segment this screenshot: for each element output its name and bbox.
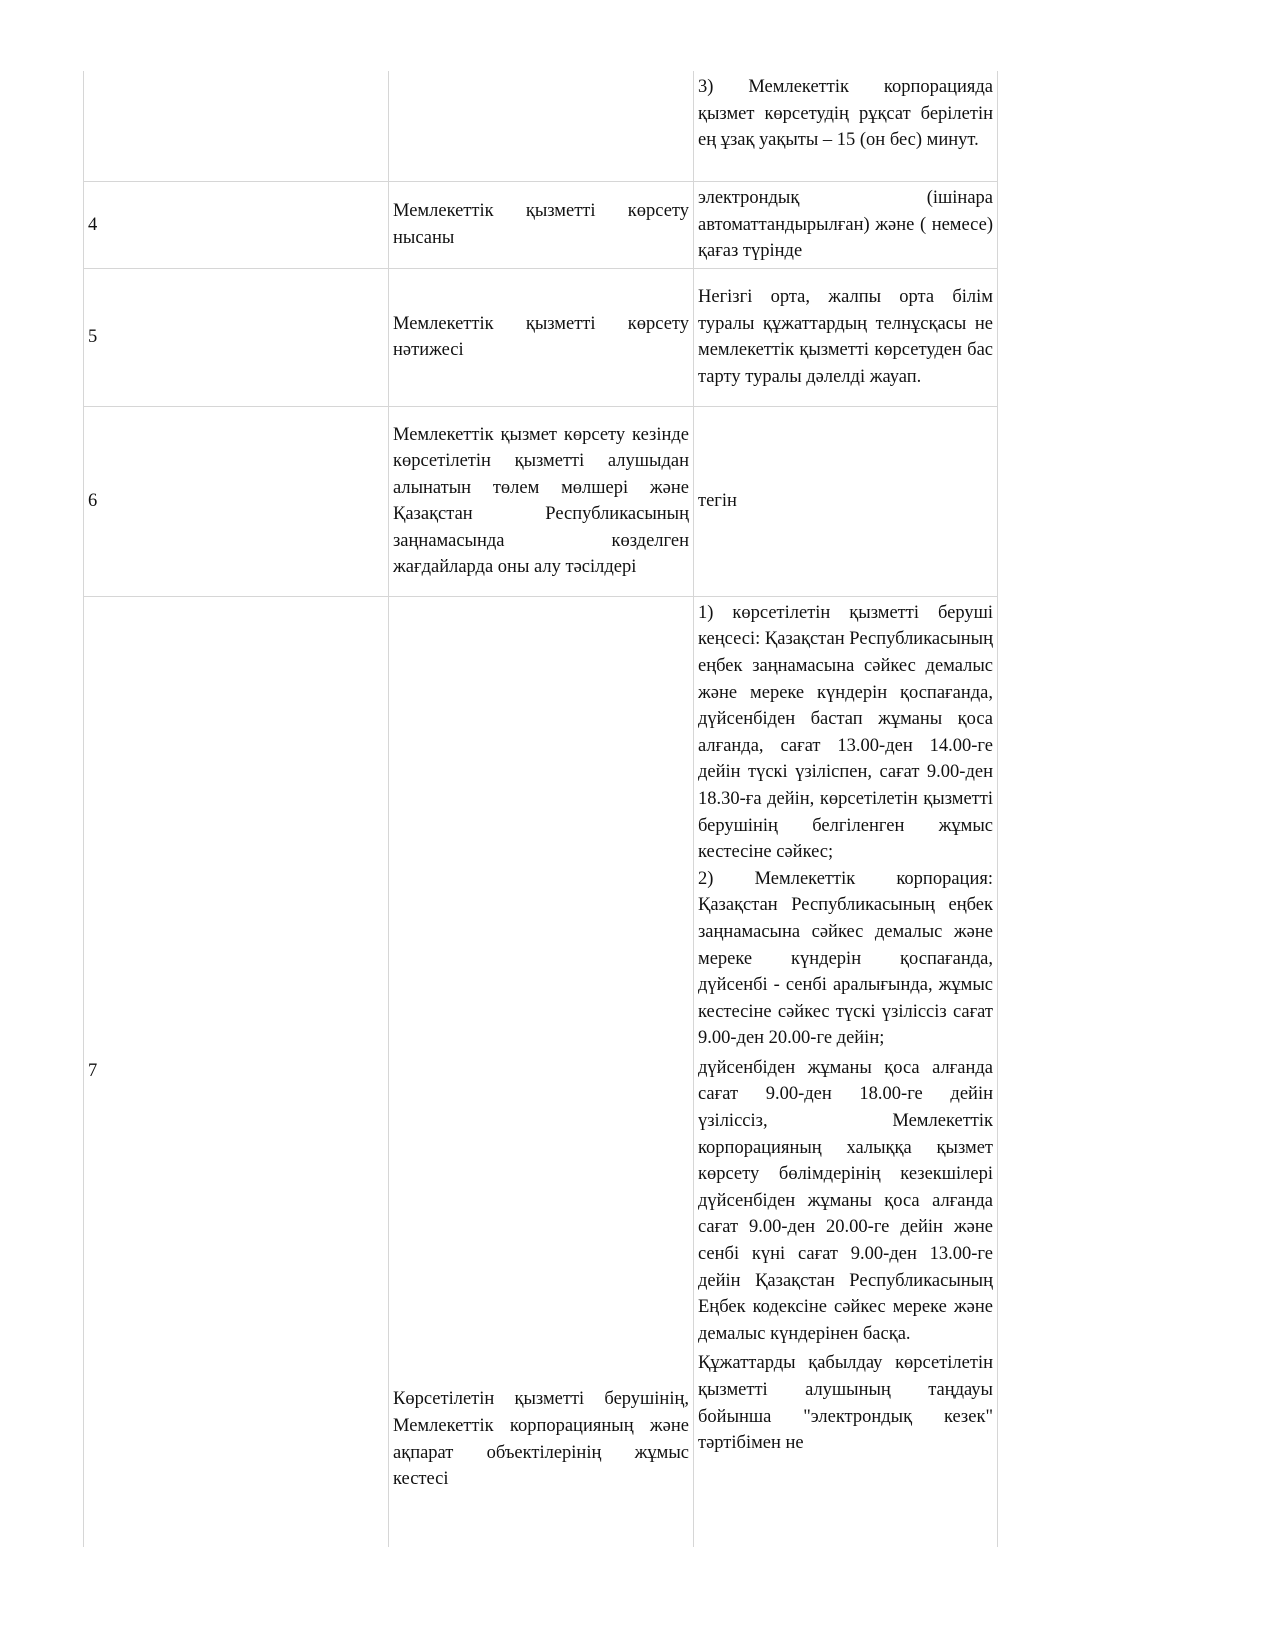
row-number-cell: 7 — [84, 596, 389, 1547]
table-row — [84, 71, 998, 182]
service-standard-table — [83, 71, 998, 1547]
table-row — [84, 182, 998, 269]
row-value-cell — [694, 596, 998, 1547]
name-paragraph: Мемлекеттік қызметті көрсету нәтижесі — [393, 313, 689, 361]
name-paragraph: Мемлекеттік қызметті көрсету нысаны — [393, 201, 689, 248]
row-name-cell — [389, 406, 694, 596]
value-paragraph: Негізгі орта, жалпы орта білім туралы құжаттардың телнұсқасы не мемлекеттік қызметті көрсетуден бас тарту туралы дәлелді жауап. — [698, 287, 993, 387]
value-paragraph: Құжаттарды қабылдау көрсетілетін қызметті алушының таңдауы бойынша "электрондық кезек" тәртібімен не — [698, 1353, 993, 1454]
row-name-cell — [389, 268, 694, 406]
value-paragraph: тегін — [698, 490, 737, 511]
name-paragraph: Мемлекеттік қызмет көрсету кезінде көрсетілетін қызметті алушыдан алынатын төлем мөлшері және Қазақстан Республикасының заңнамасында көзделген жағдайларда оны алу тәсілдері — [393, 424, 689, 578]
row-number-cell — [84, 71, 389, 182]
row-number-cell: 6 — [84, 406, 389, 596]
row-number-cell: 4 — [84, 182, 389, 269]
table-row — [84, 268, 998, 406]
value-paragraph: дүйсенбіден жұманы қоса алғанда сағат 9.00-ден 18.00-ге дейін үзіліссіз, Мемлекеттік корпорацияның халыққа қызмет көрсету бөлімдерінің кезекшілері дүйсенбіден жұманы қоса алғанда сағат 9.00-ден 20.00-ге дейін және сенбі күні сағат 9.00-ден 13.00-ге дейін Қазақстан Республикасының Еңбек кодексіне сәйкес мереке және демалыс күндерінен басқа. — [698, 1057, 993, 1344]
table-row — [84, 406, 998, 596]
value-paragraph: 2) Мемлекеттік корпорация: Қазақстан Республикасының еңбек заңнамасына сәйкес демалыс және мереке күндерін қоспағанда, дүйсенбі - сенбі аралығында, жұмыс кестесіне сәйкес түскі үзіліссіз сағат 9.00-ден 20.00-ге дейін; — [698, 868, 993, 1049]
row-number-cell: 5 — [84, 268, 389, 406]
row-name-cell — [389, 182, 694, 269]
row-value-cell — [694, 406, 998, 596]
value-paragraph: 3) Мемлекеттік корпорацияда қызмет көрсетудің рұқсат берілетін ең ұзақ уақыты – 15 (он бес) минут. — [698, 77, 993, 151]
value-paragraph: электрондық (ішінара автоматтандырылған) және ( немесе) қағаз түрінде — [698, 188, 993, 262]
row-value-cell — [694, 71, 998, 182]
row-name-cell — [389, 71, 694, 182]
value-paragraph: 1) көрсетілетін қызметті беруші кеңсесі: Қазақстан Республикасының еңбек заңнамасына сәйкес демалыс және мереке күндерін қоспағанда, дүйсенбіден бастап жұманы қоса алғанда, сағат 13.00-ден 14.00-ге дейін түскі үзіліспен, сағат 9.00-ден 18.30-ға дейін, көрсетілетін қызметті берушінің белгіленген жұмыс кестесіне сәйкес; — [698, 602, 993, 863]
row-name-cell — [389, 596, 694, 1547]
row-value-cell — [694, 182, 998, 269]
name-paragraph: Көрсетілетін қызметті берушінің, Мемлекеттік корпорацияның және ақпарат объектілерінің жұмыс кестесі — [393, 1389, 689, 1490]
row-value-cell — [694, 268, 998, 406]
table-row — [84, 596, 998, 1547]
